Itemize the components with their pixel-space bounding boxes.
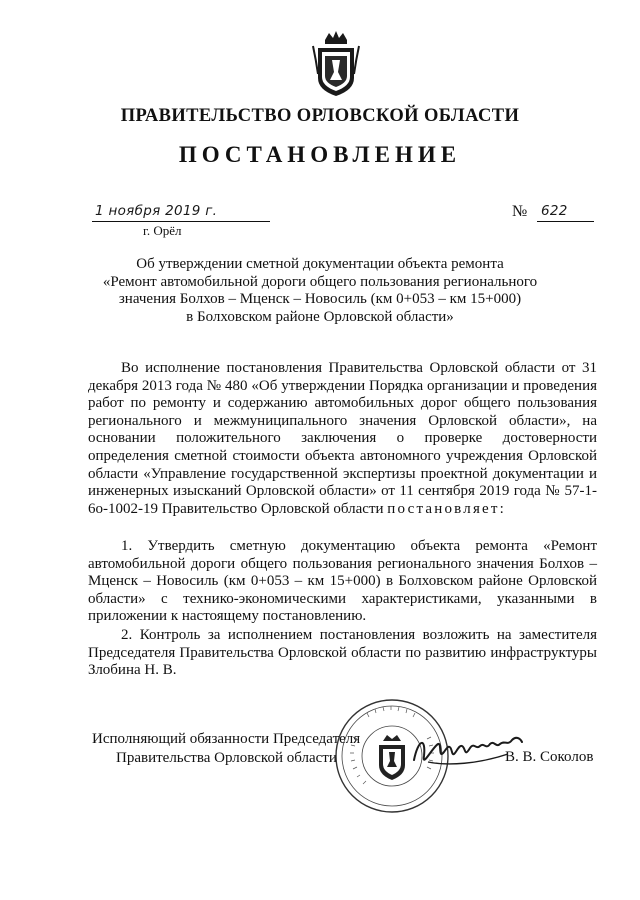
number-label: № xyxy=(512,203,528,220)
clause-1-paragraph: 1. Утвердить сметную документацию объекта ремонта «Ремонт автомобильной дороги общего пользования регионального значения Болхов – Мценск – Новосиль (км 0+053 – км 15+000) в Болховском районе Орловской области» с технико-экономическими характеристиками, указанными в приложении к настоящему постановлению. xyxy=(88,538,597,625)
preamble-text: Во исполнение постановления Правительства Орловской области от 31 декабря 2013 года № 480 «Об утверждении Порядка организации и проведения работ по ремонту и содержанию автомобильных дорог общего пользования регионального и межмуниципального значения Орловской области», на основании положительного заключения о проверке достоверности определения сметной стоимости объекта автономного учреждения Орловской области «Управление государственной экспертизы проектной документации и инженерных изысканий Орловской области» от 11 сентября 2019 года № 57-1-6о-1002-19 Правительство Орловской области xyxy=(88,360,597,517)
preamble-paragraph xyxy=(88,360,597,518)
clause-2-paragraph: 2. Контроль за исполнением постановления возложить на заместителя Председателя Правительства Орловской области по развитию инфраструктуры Злобина Н. В. xyxy=(88,627,597,679)
subject-block xyxy=(100,256,540,326)
handwritten-number: 622 xyxy=(541,203,568,219)
subject-line: значения Болхов – Мценск – Новосиль (км 0+053 – км 15+000) xyxy=(118,291,522,307)
date-field xyxy=(92,202,270,222)
handwritten-signature-icon xyxy=(408,726,526,774)
subject-line: в Болховском районе Орловской области» xyxy=(186,308,454,325)
subject-line: «Ремонт автомобильной дороги общего пользования регионального xyxy=(102,273,538,290)
number-field xyxy=(537,202,594,222)
subject-line: Об утверждении сметной документации объекта ремонта xyxy=(136,256,504,272)
position-line-1: Исполняющий обязанности Председателя xyxy=(92,731,361,747)
position-line-2: Правительства Орловской области xyxy=(116,750,337,766)
document-type-title: ПОСТАНОВЛЕНИЕ xyxy=(178,142,462,167)
signatory-name: В. В. Соколов xyxy=(505,749,594,765)
coat-of-arms-icon xyxy=(311,30,361,98)
resolves-word: постановляет: xyxy=(387,500,507,517)
city-label: г. Орёл xyxy=(143,223,182,238)
government-title: ПРАВИТЕЛЬСТВО ОРЛОВСКОЙ ОБЛАСТИ xyxy=(120,106,520,126)
signatory-position xyxy=(92,730,360,768)
handwritten-date: 1 ноября 2019 г. xyxy=(95,203,218,219)
